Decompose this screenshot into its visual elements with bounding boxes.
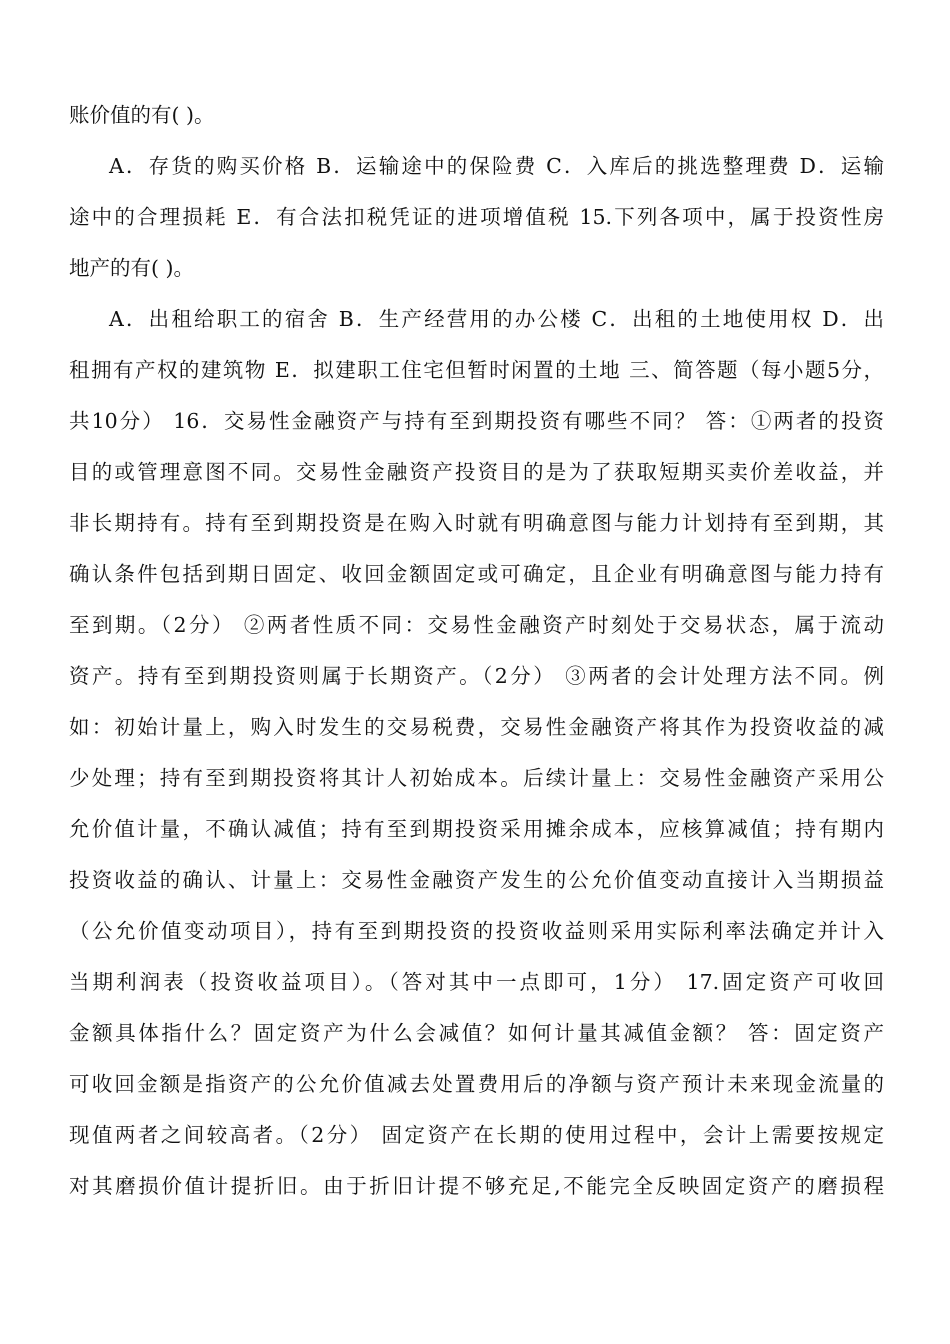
- text-line: 如：初始计量上，购入时发生的交易税费，交易性金融资产将其作为投资收益的减: [69, 715, 884, 739]
- text-line: 账价值的有( )。: [69, 103, 215, 127]
- text-line: 目的或管理意图不同。交易性金融资产投资目的是为了获取短期买卖价差收益，并: [69, 460, 884, 484]
- text-line: 租拥有产权的建筑物 E．拟建职工住宅但暂时闲置的土地 三、简答题（每小题5分，: [69, 358, 884, 382]
- text-line: 确认条件包括到期日固定、收回金额固定或可确定，且企业有明确意图与能力持有: [69, 562, 884, 586]
- text-line: 投资收益的确认、计量上：交易性金融资产发生的公允价值变动直接计入当期损益: [69, 868, 884, 892]
- text-line: A．存货的购买价格 B．运输途中的保险费 C．入库后的挑选整理费 D．运输: [109, 154, 884, 178]
- text-line: 可收回金额是指资产的公允价值减去处置费用后的净额与资产预计未来现金流量的: [69, 1072, 884, 1096]
- text-line: 至到期。（2分） ②两者性质不同：交易性金融资产时刻处于交易状态，属于流动: [69, 613, 884, 637]
- text-line: 共10分） 16．交易性金融资产与持有至到期投资有哪些不同？ 答：①两者的投资: [69, 409, 884, 433]
- text-line: 非长期持有。持有至到期投资是在购入时就有明确意图与能力计划持有至到期，其: [69, 511, 884, 535]
- text-line: 金额具体指什么？固定资产为什么会减值？如何计量其减值金额？ 答：固定资产: [69, 1021, 884, 1045]
- text-line: 少处理；持有至到期投资将其计人初始成本。后续计量上：交易性金融资产采用公: [69, 766, 884, 790]
- text-line: 资产。持有至到期投资则属于长期资产。（2分） ③两者的会计处理方法不同。例: [69, 664, 884, 688]
- text-line: 地产的有( )。: [69, 256, 195, 280]
- text-line: 允价值计量，不确认减值；持有至到期投资采用摊余成本，应核算减值；持有期内: [69, 817, 884, 841]
- text-line: 当期利润表（投资收益项目）。（答对其中一点即可，1分） 17.固定资产可收回: [69, 970, 884, 994]
- text-line: （公允价值变动项目），持有至到期投资的投资收益则采用实际利率法确定并计入: [69, 919, 884, 943]
- text-line: 途中的合理损耗 E．有合法扣税凭证的进项增值税 15.下列各项中，属于投资性房: [69, 205, 884, 229]
- text-line: 现值两者之间较高者。（2分） 固定资产在长期的使用过程中，会计上需要按规定: [69, 1123, 884, 1147]
- text-line: 对其磨损价值计提折旧。由于折旧计提不够充足,不能完全反映固定资产的磨损程: [69, 1174, 884, 1198]
- text-line: A．出租给职工的宿舍 B．生产经营用的办公楼 C．出租的土地使用权 D．出: [109, 307, 884, 331]
